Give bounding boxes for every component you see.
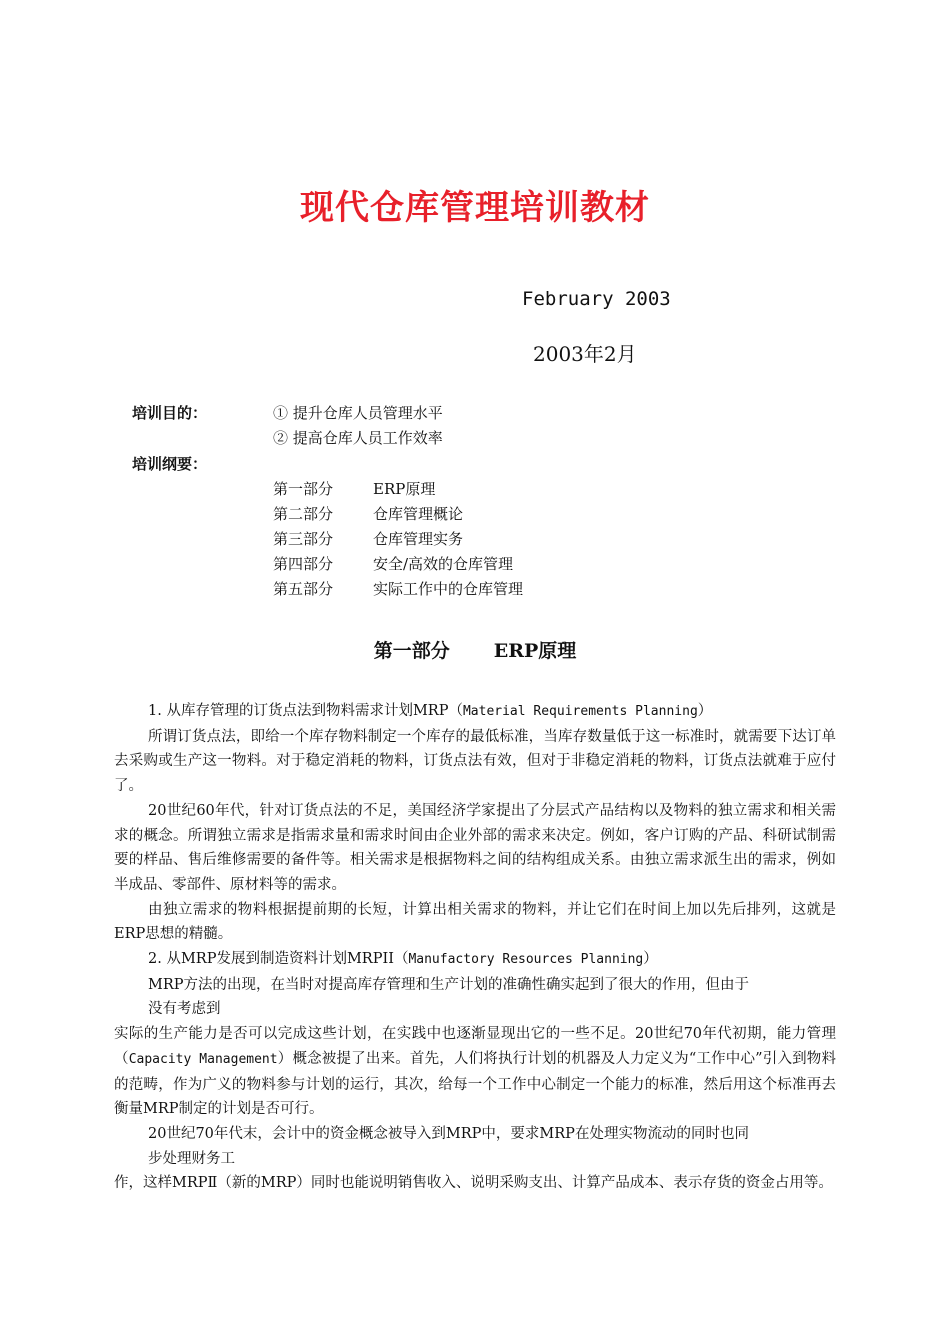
paragraph: 所谓订货点法，即给一个库存物料制定一个库存的最低标准，当库存数量低于这一标准时，就需要下达订单去采购或生产这一物料。对于稳定消耗的物料，订货点法有效，但对于非稳定消耗的物料，订货点法就难于应付了。: [114, 728, 836, 795]
subheading-1: 1. 从库存管理的订货点法到物料需求计划MRP（Material Requirements Planning）: [148, 703, 713, 719]
outline-name: ERP原理: [373, 480, 436, 498]
outline-part: 第三部分: [273, 530, 334, 548]
outline-name: 实际工作中的仓库管理: [373, 580, 524, 598]
paragraph: 作，这样MRPⅡ（新的MRP）同时也能说明销售收入、说明采购支出、计算产品成本、表示存货的资金占用等。: [114, 1175, 833, 1192]
date-english: February 2003: [522, 288, 671, 310]
body-text: [114, 699, 836, 1196]
paragraph: 由独立需求的物料根据提前期的长短，计算出相关需求的物料，并让它们在时间上加以先后排列，这就是ERP思想的精髓。: [114, 901, 836, 943]
subheading-2: 2. 从MRP发展到制造资料计划MRPII（Manufactory Resources Planning）: [148, 951, 658, 968]
section-heading: [0, 636, 950, 663]
objective-item: ① 提升仓库人员管理水平: [273, 404, 443, 422]
objective-item: ② 提高仓库人员工作效率: [273, 429, 443, 447]
objectives-label: 培训目的：: [132, 404, 208, 422]
outline-name: 安全/高效的仓库管理: [373, 555, 514, 573]
section-part: 第一部分: [373, 640, 450, 662]
paragraph: 实际的生产能力是否可以完成这些计划，在实践中也逐渐显现出它的一些不足。20世纪70年代初期，能力管理（Capacity Management）概念被提了出来。首先，人们将执行计划的机器及人力定义为“工作中心”引入到物料的范畴，作为广义的物料参与计划的运行，其次，给每一个工作中心制定一个能力的标准，然后用这个标准再去衡量MRP制定的计划是否可行。: [114, 1026, 836, 1118]
document-title: 现代仓库管理培训教材: [300, 188, 650, 228]
outline-part: 第五部分: [273, 580, 334, 598]
outline-part: 第二部分: [273, 505, 334, 523]
paragraph: MRP方法的出现，在当时对提高库存管理和生产计划的准确性确实起到了很大的作用，但由于: [148, 976, 750, 993]
date-chinese: 2003年2月: [533, 342, 637, 366]
outline-name: 仓库管理实务: [373, 530, 464, 548]
paragraph-continuation: 步处理财务工: [148, 1150, 235, 1167]
paragraph: 20世纪70年代末，会计中的资金概念被导入到MRP中，要求MRP在处理实物流动的同时也同: [148, 1125, 749, 1142]
paragraph: 20世纪60年代，针对订货点法的不足，美国经济学家提出了分层式产品结构以及物料的独立需求和相关需求的概念。所谓独立需求是指需求量和需求时间由企业外部的需求来决定。例如，客户订购的产品、科研试制需要的样品、售后维修需要的备件等。相关需求是根据物料之间的结构组成关系。由独立需求派生出的需求，例如半成品、零部件、原材料等的需求。: [114, 802, 836, 893]
outline-label: 培训纲要：: [132, 455, 208, 473]
outline-name: 仓库管理概论: [373, 505, 464, 523]
outline-part: 第一部分: [273, 480, 334, 498]
section-name: ERP原理: [493, 640, 577, 662]
outline-part: 第四部分: [273, 555, 334, 573]
paragraph-continuation: 没有考虑到: [148, 1001, 221, 1018]
